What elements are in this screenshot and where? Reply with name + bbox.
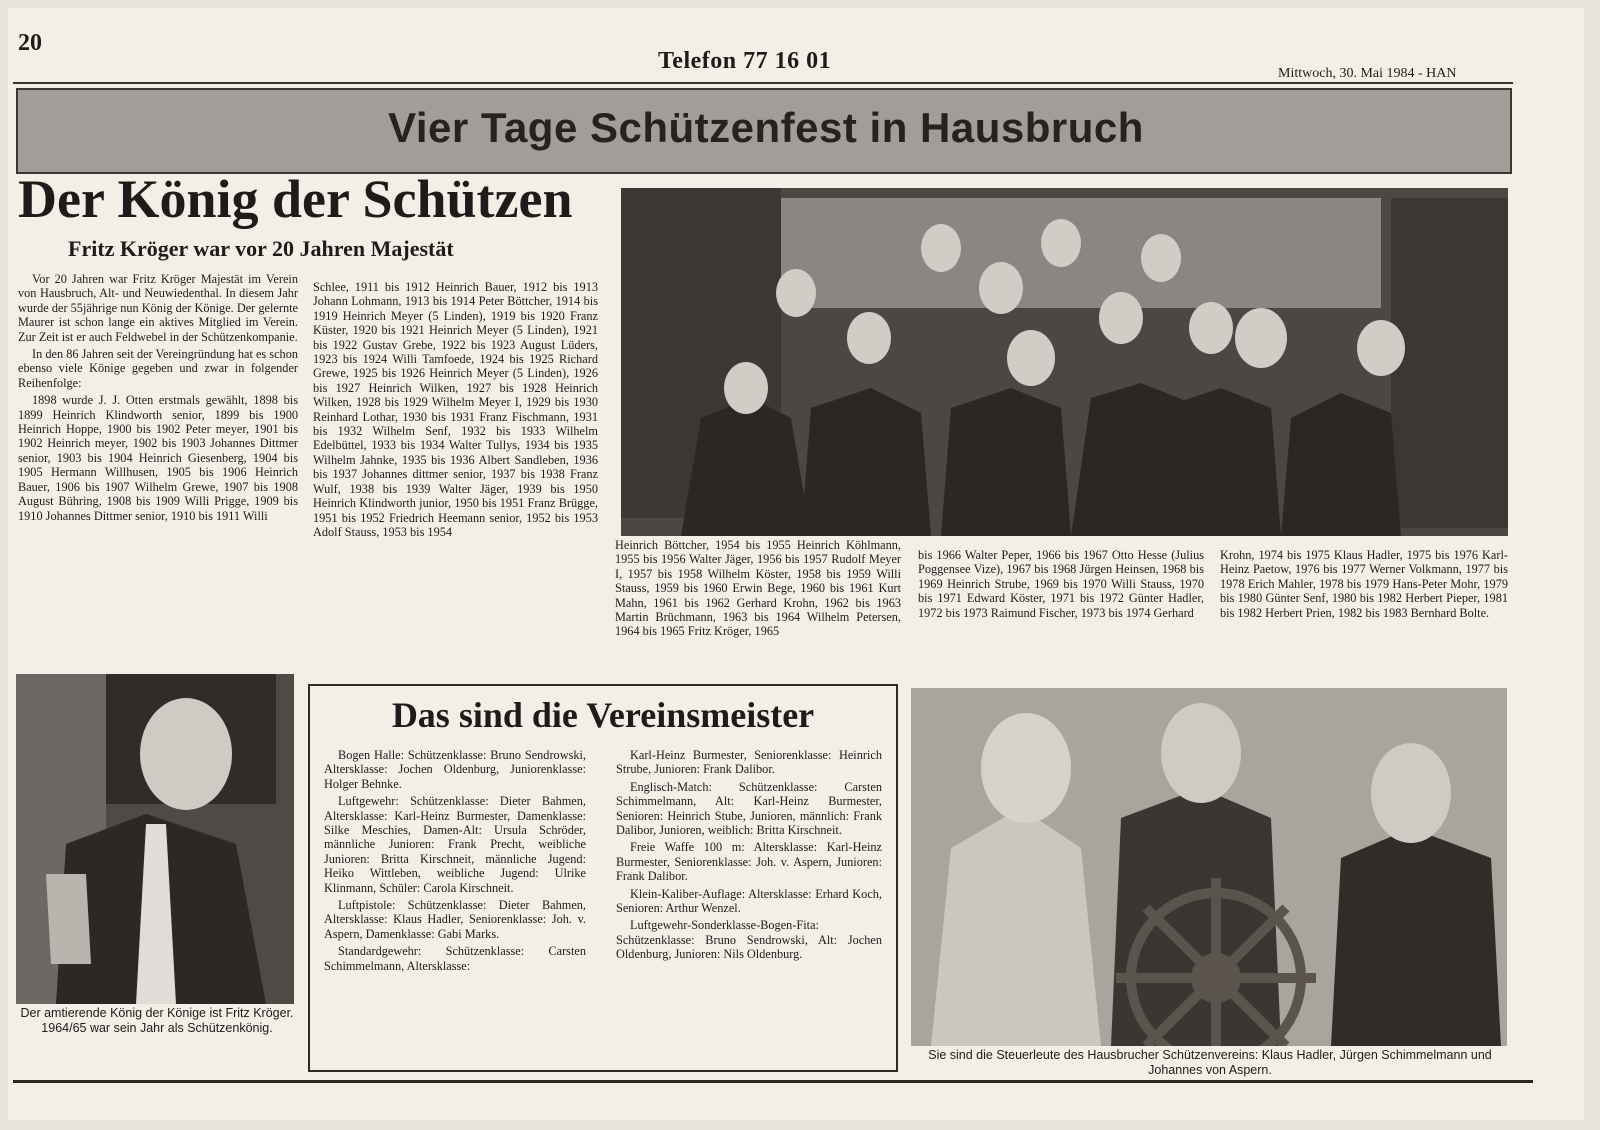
telephone-line: Telefon 77 16 01: [658, 48, 832, 74]
box-paragraph: Luftgewehr-Sonderklasse-Bogen-Fita: Schützenklasse: Bruno Sendrowski, Alt: Jochen Oldenburg, Junioren: Nils Oldenburg.: [616, 918, 882, 962]
issue-date: Mittwoch, 30. Mai 1984 - HAN: [1278, 66, 1457, 81]
article-column-1: [18, 272, 298, 526]
article-paragraph: 1898 wurde J. J. Otten erstmals gewählt, 1898 bis 1899 Heinrich Klindworth senior, 1899 bis 1900 Heinrich Hoppe, 1900 bis 1902 Peter meyer, 1901 bis 1902 Heinrich meyer, 1902 bis 1903 Johannes Dittmer senior, 1903 bis 1904 Heinrich Giesenberg, 1904 bis 1905 Hermann Willhusen, 1905 bis 1906 Heinrich Bauer, 1906 bis 1907 Wilhelm Grewe, 1907 bis 1908 August Bühring, 1908 bis 1909 Willi Prigge, 1909 bis 1910 Johannes Dittmer senior, 1910 bis 1911 Willi: [18, 393, 298, 523]
king-portrait-photo: [16, 674, 294, 1004]
page-number: 20: [18, 30, 42, 56]
article-column-4: bis 1966 Walter Peper, 1966 bis 1967 Otto Hesse (Julius Poggensee Vize), 1967 bis 1968 Jürgen Heinsen, 1968 bis 1969 Heinrich Strube, 1969 bis 1970 Willi Stauss, 1970 bis 1971 Edward Köster, 1971 bis 1972 Günter Hadler, 1972 bis 1973 Raimund Fischer, 1973 bis 1974 Gerhard: [918, 548, 1204, 620]
footer-rule: [13, 1080, 1533, 1083]
box-column-1: [324, 748, 586, 976]
king-photo-caption: Der amtierende König der Könige ist Fritz Kröger. 1964/65 war sein Jahr als Schützenkönig.: [20, 1006, 294, 1035]
newspaper-page: [8, 8, 1584, 1120]
banner-title: Vier Tage Schützenfest in Hausbruch: [388, 104, 1144, 151]
club-champions-box: [308, 684, 898, 1072]
article-paragraph: In den 86 Jahren seit der Vereingründung hat es schon ebenso viele Könige gegeben und zwar in folgender Reihenfolge:: [18, 347, 298, 390]
box-paragraph: Luftgewehr: Schützenklasse: Dieter Bahmen, Altersklasse: Karl-Heinz Burmester, Damenklasse: Silke Meschies, Damen-Alt: Ursula Schröder, männliche Junioren: Frank Precht, weibliche Junioren: Britta Kirschneit, männliche Jugend: Heiko Wittleben, weibliche Jugend: Ulrike Klinmann, Schüler: Carola Kirschneit.: [324, 794, 586, 895]
box-title: Das sind die Vereinsmeister: [391, 695, 815, 735]
box-paragraph: Luftpistole: Schützenklasse: Dieter Bahmen, Altersklasse: Klaus Hadler, Seniorenklasse: Joh. v. Aspern, Damenklasse: Gabi Marks.: [324, 898, 586, 941]
article-paragraph: Vor 20 Jahren war Fritz Kröger Majestät im Verein von Hausbruch, Alt- und Neuwiedenthal. In diesem Jahr wurde der 55jährige nun König der Könige. Der gelernte Maurer ist schon lange ein aktives Mitglied im Verein. Zur Zeit ist er auch Feldwebel in der Schützenkompanie.: [18, 272, 298, 344]
helmsmen-photo: [911, 688, 1507, 1046]
article-column-2: Schlee, 1911 bis 1912 Heinrich Bauer, 1912 bis 1913 Johann Lohmann, 1913 bis 1914 Peter Böttcher, 1914 bis 1919 Heinrich Meyer (5 Linden), 1919 bis 1920 Franz Küster, 1920 bis 1921 Heinrich Meyer (5 Linden), 1921 bis 1922 Gustav Grebe, 1922 bis 1923 August Lüders, 1923 bis 1924 Willi Tamfoede, 1924 bis 1925 Richard Grewe, 1925 bis 1926 Heinrich Meyer (5 Linden), 1926 bis 1927 Heinrich Wilken, 1927 bis 1928 Heinrich Wilken, 1928 bis 1929 Wilhelm Meyer I, 1929 bis 1930 Reinhard Lothar, 1930 bis 1931 Franz Fischmann, 1931 bis 1932 Wilhelm Senf, 1932 bis 1933 Wilhelm Edelbüttel, 1933 bis 1934 Walter Tullys, 1934 bis 1935 Wilhelm Jahnke, 1935 bis 1936 Albert Sandleben, 1936 bis 1937 Johannes dittmer senior, 1937 bis 1938 Franz Wulf, 1938 bis 1939 Walter Jäger, 1939 bis 1950 Heinrich Klindworth junior, 1950 bis 1951 Franz Brügge, 1951 bis 1952 Friedrich Heemann senior, 1952 bis 1953 Adolf Stauss, 1953 bis 1954: [313, 280, 598, 539]
section-banner: [16, 88, 1512, 174]
box-column-2: [616, 748, 882, 965]
article-headline: Der König der Schützen: [18, 169, 573, 229]
box-paragraph: Bogen Halle: Schützenklasse: Bruno Sendrowski, Altersklasse: Jochen Oldenburg, Juniorenklasse: Holger Behnke.: [324, 748, 586, 791]
box-paragraph: Karl-Heinz Burmester, Seniorenklasse: Heinrich Strube, Junioren: Frank Dalibor.: [616, 748, 882, 777]
helmsmen-photo-caption: Sie sind die Steuerleute des Hausbrucher Schützenvereins: Klaus Hadler, Jürgen Schimmelmann und Johannes von Aspern.: [928, 1048, 1492, 1077]
header-rule: [13, 82, 1513, 84]
article-column-3: Heinrich Böttcher, 1954 bis 1955 Heinrich Köhlmann, 1955 bis 1956 Walter Jäger, 1956 bis 1957 Rudolf Meyer I, 1957 bis 1958 Wilhelm Köster, 1958 bis 1959 Willi Stauss, 1959 bis 1960 Erwin Bege, 1960 bis 1961 Kurt Mahn, 1961 bis 1962 Gerhard Krohn, 1962 bis 1963 Martin Brüchmann, 1963 bis 1964 Wilhelm Petersen, 1964 bis 1965 Fritz Kröger, 1965: [615, 538, 901, 639]
box-paragraph: Freie Waffe 100 m: Altersklasse: Karl-Heinz Burmester, Seniorenklasse: Joh. v. Aspern, Junioren: Frank Dalibor.: [616, 840, 882, 884]
article-subheadline: Fritz Kröger war vor 20 Jahren Majestät: [68, 236, 454, 261]
box-paragraph: Standardgewehr: Schützenklasse: Carsten Schimmelmann, Altersklasse:: [324, 944, 586, 973]
article-column-5: Krohn, 1974 bis 1975 Klaus Hadler, 1975 bis 1976 Karl-Heinz Paetow, 1976 bis 1977 Werner Volkmann, 1977 bis 1978 Erich Mahler, 1978 bis 1979 Hans-Peter Mohr, 1979 bis 1980 Günter Senf, 1980 bis 1982 Herbert Pieper, 1981 bis 1982 Herbert Prien, 1982 bis 1983 Bernhard Bolte.: [1220, 548, 1508, 620]
box-paragraph: Englisch-Match: Schützenklasse: Carsten Schimmelmann, Alt: Karl-Heinz Burmester, Senioren: Heinrich Stube, Junioren, männlich: Frank Dalibor, Junioren, weiblich: Britta Kirschneit.: [616, 779, 882, 838]
group-photo: [621, 188, 1508, 536]
box-paragraph: Klein-Kaliber-Auflage: Altersklasse: Erhard Koch, Senioren: Arthur Wenzel.: [616, 886, 882, 916]
